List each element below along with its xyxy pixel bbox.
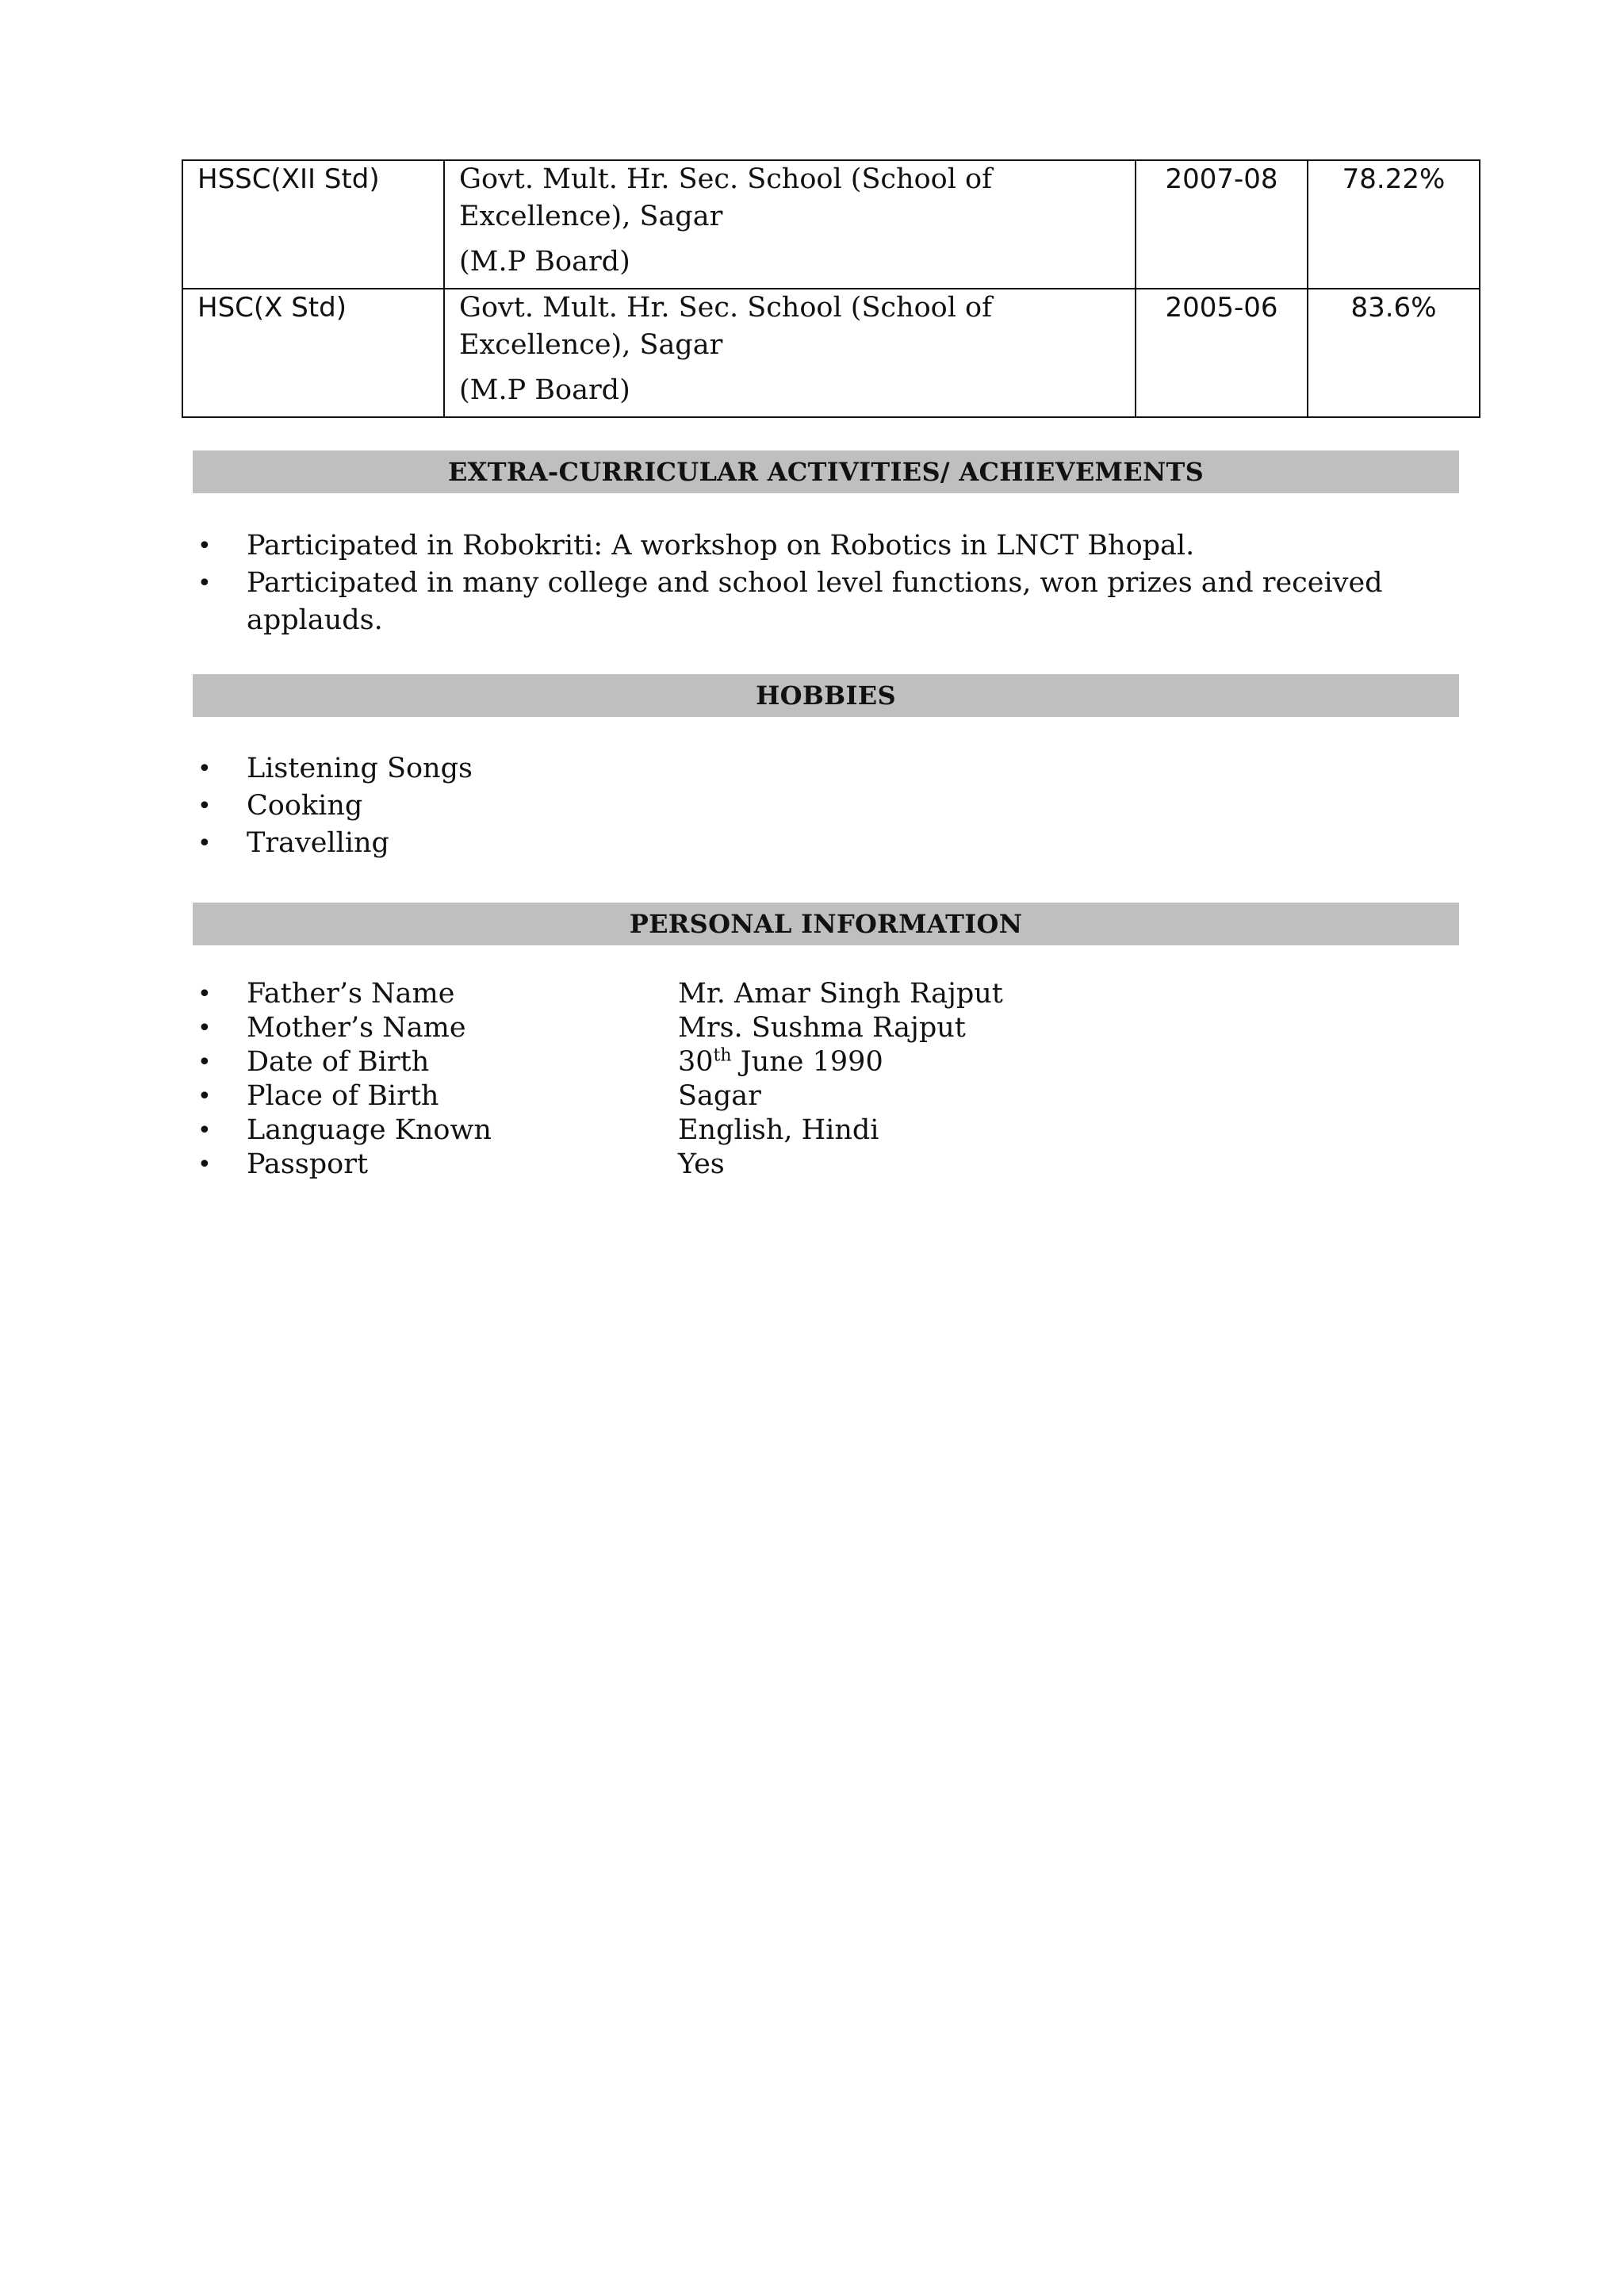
section-heading-personal: PERSONAL INFORMATION [193, 903, 1459, 945]
list-item-text: Travelling [247, 827, 389, 859]
info-row [193, 1079, 1461, 1114]
year-cell: 2007-08 [1136, 160, 1308, 289]
info-label: Mother’s Name [247, 1012, 466, 1044]
info-value: Yes [678, 1148, 725, 1180]
dob-day: 30 [678, 1046, 714, 1078]
list-item-text: Participated in many college and school level functions, won prizes and received [247, 567, 1383, 599]
bullet-icon: • [197, 1014, 212, 1042]
list-item-text-cont: applauds. [247, 604, 383, 636]
board-name: (M.P Board) [459, 374, 630, 406]
year-cell: 2005-06 [1136, 289, 1308, 417]
info-row [193, 1011, 1461, 1045]
extracurricular-list [193, 527, 1461, 639]
info-label: Passport [247, 1148, 369, 1180]
info-row [193, 1148, 1461, 1182]
board-name: (M.P Board) [459, 246, 630, 278]
info-row [193, 977, 1461, 1011]
bullet-icon: • [197, 755, 212, 783]
institution-cell [444, 289, 1136, 417]
info-label: Date of Birth [247, 1046, 430, 1078]
section-heading-extracurricular: EXTRA-CURRICULAR ACTIVITIES/ ACHIEVEMENTS [193, 450, 1459, 493]
info-value: Mr. Amar Singh Rajput [678, 978, 1003, 1010]
education-table [182, 159, 1480, 418]
bullet-icon: • [197, 1117, 212, 1144]
info-label: Place of Birth [247, 1080, 439, 1112]
list-item [193, 750, 1461, 788]
hobbies-list [193, 750, 1461, 862]
bullet-icon: • [197, 569, 212, 597]
table-row [182, 289, 1480, 417]
institution-name: Govt. Mult. Hr. Sec. School (School of [459, 163, 993, 195]
list-item-text: Participated in Robokriti: A workshop on Robotics in LNCT Bhopal. [247, 530, 1195, 562]
info-value [678, 1046, 883, 1078]
info-label: Language Known [247, 1114, 492, 1146]
list-item-text: Cooking [247, 790, 363, 822]
info-row [193, 1045, 1461, 1079]
list-item [193, 788, 1461, 825]
info-label: Father’s Name [247, 978, 455, 1010]
course-cell: HSSC(XII Std) [182, 160, 444, 289]
score-cell: 78.22% [1308, 160, 1480, 289]
score-cell: 83.6% [1308, 289, 1480, 417]
info-value: English, Hindi [678, 1114, 879, 1146]
course-cell: HSC(X Std) [182, 289, 444, 417]
bullet-icon: • [197, 830, 212, 857]
info-value: Sagar [678, 1080, 761, 1112]
list-item-text: Listening Songs [247, 753, 473, 784]
table-row [182, 160, 1480, 289]
dob-ordinal-suffix: th [713, 1045, 732, 1066]
list-item [193, 825, 1461, 862]
personal-info-list [193, 977, 1461, 1182]
section-heading-hobbies: HOBBIES [193, 674, 1459, 717]
bullet-icon: • [197, 980, 212, 1008]
institution-cell [444, 160, 1136, 289]
info-value: Mrs. Sushma Rajput [678, 1012, 966, 1044]
bullet-icon: • [197, 792, 212, 820]
list-item [193, 527, 1461, 565]
dob-month-year: June 1990 [731, 1046, 883, 1078]
bullet-icon: • [197, 1151, 212, 1179]
institution-name-cont: Excellence), Sagar [459, 329, 723, 361]
bullet-icon: • [197, 1083, 212, 1110]
list-item [193, 565, 1461, 639]
bullet-icon: • [197, 1048, 212, 1076]
info-row [193, 1114, 1461, 1148]
institution-name-cont: Excellence), Sagar [459, 201, 723, 232]
institution-name: Govt. Mult. Hr. Sec. School (School of [459, 292, 993, 324]
bullet-icon: • [197, 532, 212, 560]
